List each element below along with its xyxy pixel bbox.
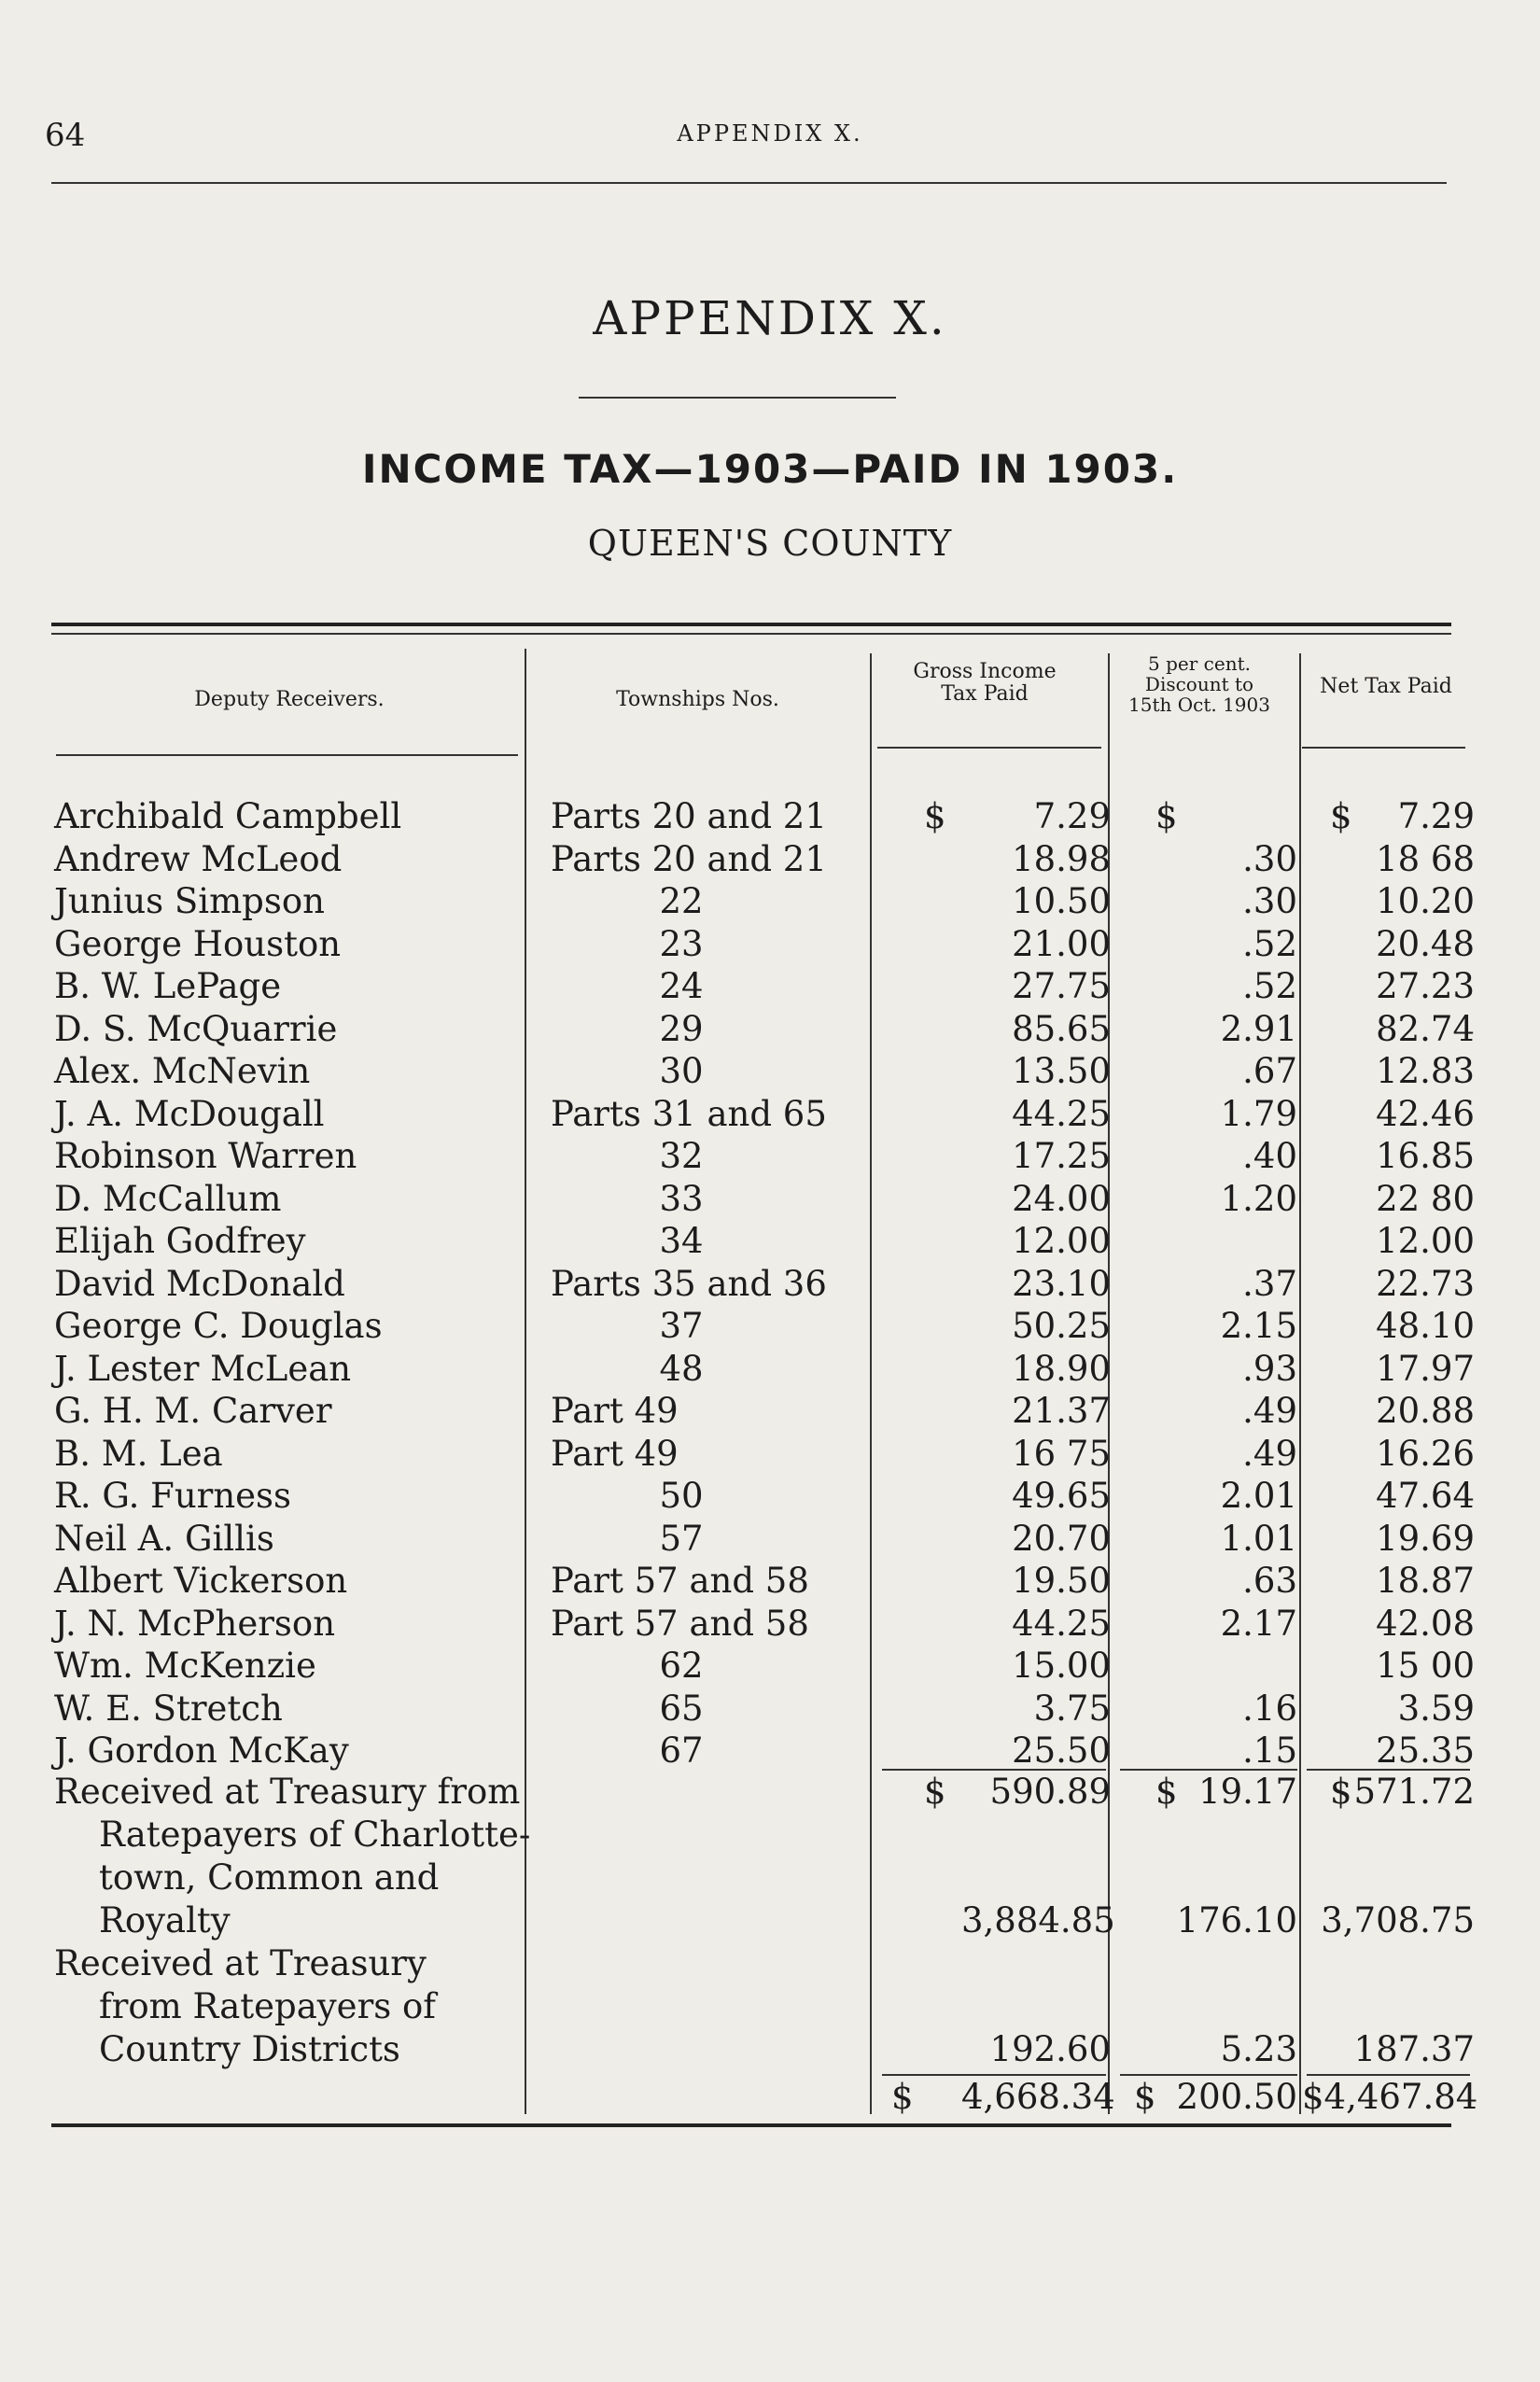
receiver-name: Albert Vickerson [54, 1561, 348, 1601]
net-tax-paid: 3.59 [1397, 1688, 1475, 1729]
gross-income-tax: 17.25 [1012, 1136, 1111, 1176]
discount-amount: .30 [1242, 838, 1297, 879]
township-numbers: 24 [659, 966, 704, 1006]
section-subtitle: INCOME TAX—1903—PAID IN 1903. [361, 446, 1179, 492]
receiver-name: D. S. McQuarrie [54, 1008, 338, 1049]
gross-income-tax: 44.25 [1012, 1093, 1111, 1134]
receiver-name: J. N. McPherson [54, 1603, 336, 1644]
column-header-gross [873, 661, 1097, 706]
gross-income-tax: 25.50 [1012, 1730, 1111, 1771]
subtotal-discount: 19.17 [1198, 1772, 1297, 1812]
discount-amount: .37 [1242, 1263, 1297, 1304]
discount-amount: 2.17 [1220, 1603, 1297, 1644]
table-row [0, 880, 1540, 922]
column-header-townships: Townships Nos. [616, 688, 779, 711]
net-tax-paid: 20.48 [1376, 923, 1475, 964]
gross-income-tax: 18.98 [1012, 838, 1111, 879]
running-head [0, 117, 1540, 154]
table-row [0, 1645, 1540, 1687]
county-heading: QUEEN'S COUNTY [587, 523, 953, 564]
net-tax-paid: 16.26 [1376, 1433, 1475, 1474]
receiver-name: Alex. McNevin [54, 1051, 311, 1091]
discount-amount: .52 [1242, 923, 1297, 964]
net-tax-paid: 12.83 [1376, 1051, 1475, 1091]
township-numbers: Parts 31 and 65 [551, 1093, 827, 1134]
subtotal-dollar-sign: $ [924, 1772, 946, 1812]
discount-amount: .15 [1242, 1730, 1297, 1771]
charlottetown-discount: 176.10 [1176, 1900, 1297, 1941]
charlottetown-line3: town, Common and [99, 1857, 440, 1898]
table-row [0, 1475, 1540, 1517]
net-tax-paid: 17.97 [1376, 1348, 1475, 1389]
net-tax-paid: 47.64 [1376, 1476, 1475, 1516]
header-underline-deputy [56, 754, 518, 756]
township-numbers: Part 57 and 58 [551, 1603, 809, 1644]
charlottetown-net: 3,708.75 [1321, 1900, 1475, 1941]
township-numbers: Parts 20 and 21 [551, 796, 827, 836]
receiver-name: George Houston [54, 923, 342, 964]
receiver-name: B. W. LePage [54, 966, 282, 1006]
receiver-name: Elijah Godfrey [54, 1221, 306, 1261]
township-numbers: 67 [659, 1730, 704, 1771]
township-numbers: 34 [659, 1221, 704, 1261]
receiver-name: George C. Douglas [54, 1306, 383, 1346]
discount-amount: .40 [1242, 1136, 1297, 1176]
country-row-2 [0, 1985, 1540, 2027]
gross-income-tax: 49.65 [1012, 1476, 1111, 1516]
receiver-name: Junius Simpson [54, 881, 325, 921]
title-rule [579, 397, 896, 399]
table-row [0, 1603, 1540, 1645]
discount-amount: .67 [1242, 1051, 1297, 1091]
net-tax-paid: 48.10 [1376, 1306, 1475, 1346]
township-numbers: 65 [659, 1688, 704, 1729]
receiver-name: J. Lester McLean [54, 1348, 352, 1389]
charlottetown-row-2 [0, 1814, 1540, 1856]
country-row-1 [0, 1942, 1540, 1984]
discount-amount: .49 [1242, 1433, 1297, 1474]
township-numbers: 29 [659, 1008, 704, 1049]
receiver-name: W. E. Stretch [54, 1688, 283, 1729]
country-row-3 [0, 2028, 1540, 2070]
total-row [0, 2076, 1540, 2118]
table-row [0, 923, 1540, 965]
township-numbers: Part 49 [551, 1433, 679, 1474]
receiver-name: Robinson Warren [54, 1136, 357, 1176]
receiver-name: J. A. McDougall [54, 1093, 325, 1134]
gross-income-tax: 24.00 [1012, 1178, 1111, 1219]
column-header-gross-line2: Tax Paid [941, 682, 1029, 706]
column-header-discount [1101, 653, 1297, 715]
table-row [0, 1093, 1540, 1135]
gross-income-tax: 50.25 [1012, 1306, 1111, 1346]
table-row [0, 965, 1540, 1007]
net-tax-paid: 22 80 [1376, 1178, 1475, 1219]
discount-amount: .52 [1242, 966, 1297, 1006]
table-row [0, 1390, 1540, 1432]
country-net: 187.37 [1353, 2029, 1475, 2069]
charlottetown-row-4 [0, 1899, 1540, 1941]
receiver-name: David McDonald [54, 1263, 345, 1304]
table-row [0, 1220, 1540, 1262]
township-numbers: Parts 20 and 21 [551, 838, 827, 879]
township-numbers: 22 [659, 881, 704, 921]
net-tax-paid: 22.73 [1376, 1263, 1475, 1304]
gross-income-tax: 21.00 [1012, 923, 1111, 964]
township-numbers: 57 [659, 1518, 704, 1559]
charlottetown-line4: Royalty [99, 1900, 231, 1941]
discount-amount: .16 [1242, 1688, 1297, 1729]
receiver-name: R. G. Furness [54, 1476, 292, 1516]
receiver-name: Archibald Campbell [54, 796, 402, 836]
table-row [0, 838, 1540, 880]
gross-income-tax: 20.70 [1012, 1518, 1111, 1559]
receiver-name: Neil A. Gillis [54, 1518, 274, 1559]
gross-income-tax: 15.00 [1012, 1646, 1111, 1686]
gross-income-tax: 13.50 [1012, 1051, 1111, 1091]
charlottetown-gross: 3,884.85 [961, 1900, 1115, 1941]
gross-income-tax: 21.37 [1012, 1391, 1111, 1431]
table-row [0, 1560, 1540, 1602]
township-numbers: 30 [659, 1051, 704, 1091]
column-header-gross-line1: Gross Income [913, 660, 1057, 683]
table-row [0, 795, 1540, 837]
table-top-rule-thin [51, 633, 1451, 635]
township-numbers: 32 [659, 1136, 704, 1176]
page-title: APPENDIX X. [593, 291, 947, 345]
net-tax-paid: 18.87 [1376, 1561, 1475, 1601]
net-tax-paid: 15 00 [1376, 1646, 1475, 1686]
table-row [0, 1050, 1540, 1092]
net-tax-paid: 18 68 [1376, 838, 1475, 879]
column-header-discount-line2: Discount to [1144, 673, 1254, 695]
page-number: 64 [45, 117, 86, 154]
township-numbers: 33 [659, 1178, 704, 1219]
table-row [0, 1135, 1540, 1177]
gross-income-tax: 18.90 [1012, 1348, 1111, 1389]
column-header-deputy: Deputy Receivers. [194, 688, 385, 711]
table-row [0, 1688, 1540, 1730]
gross-dollar-sign: $ [924, 796, 946, 836]
charlottetown-line1: Received at Treasury from [54, 1772, 521, 1812]
table-row [0, 1433, 1540, 1475]
discount-amount: 1.20 [1220, 1178, 1297, 1219]
gross-income-tax: 12.00 [1012, 1221, 1111, 1261]
net-tax-paid: 16.85 [1376, 1136, 1475, 1176]
net-tax-paid: 25.35 [1376, 1730, 1475, 1771]
country-line2: from Ratepayers of [99, 1986, 436, 2026]
header-underline-net [1302, 747, 1465, 749]
township-numbers: 48 [659, 1348, 704, 1389]
table-row [0, 1518, 1540, 1560]
net-tax-paid: 7.29 [1397, 796, 1475, 836]
column-header-discount-line3: 15th Oct. 1903 [1128, 694, 1270, 716]
gross-income-tax: 44.25 [1012, 1603, 1111, 1644]
column-header-discount-line1: 5 per cent. [1148, 652, 1251, 675]
total-dollar-sign: $ [891, 2077, 914, 2117]
gross-income-tax: 16 75 [1012, 1433, 1111, 1474]
receiver-name: Andrew McLeod [54, 838, 343, 879]
discount-amount: .63 [1242, 1561, 1297, 1601]
township-numbers: 37 [659, 1306, 704, 1346]
net-tax-paid: 42.46 [1376, 1093, 1475, 1134]
gross-income-tax: 3.75 [1033, 1688, 1111, 1729]
township-numbers: 50 [659, 1476, 704, 1516]
net-dollar-sign: $ [1330, 796, 1352, 836]
gross-income-tax: 85.65 [1012, 1008, 1111, 1049]
discount-amount: 1.01 [1220, 1518, 1297, 1559]
total-discount: 200.50 [1176, 2077, 1297, 2117]
net-tax-paid: 20.88 [1376, 1391, 1475, 1431]
gross-income-tax: 27.75 [1012, 966, 1111, 1006]
discount-dollar-sign: $ [1155, 796, 1178, 836]
total-net: $4,467.84 [1302, 2077, 1478, 2117]
township-numbers: Part 57 and 58 [551, 1561, 809, 1601]
receiver-name: B. M. Lea [54, 1433, 223, 1474]
table-row [0, 1348, 1540, 1390]
subtotal-gross: 590.89 [989, 1772, 1111, 1812]
discount-amount: .93 [1242, 1348, 1297, 1389]
receiver-name: J. Gordon McKay [54, 1730, 349, 1771]
subtotal-net: 571.72 [1353, 1772, 1475, 1812]
receiver-name: G. H. M. Carver [54, 1391, 332, 1431]
gross-income-tax: 10.50 [1012, 881, 1111, 921]
country-line1: Received at Treasury [54, 1943, 427, 1983]
table-row [0, 1305, 1540, 1347]
gross-income-tax: 23.10 [1012, 1263, 1111, 1304]
receiver-name: Wm. McKenzie [54, 1646, 316, 1686]
column-header-net: Net Tax Paid [1320, 675, 1452, 698]
header-underline-gross [877, 747, 1101, 749]
total-gross: 4,668.34 [961, 2077, 1115, 2117]
discount-amount: .30 [1242, 881, 1297, 921]
charlottetown-row-3 [0, 1857, 1540, 1899]
net-tax-paid: 82.74 [1376, 1008, 1475, 1049]
receiver-name: D. McCallum [54, 1178, 282, 1219]
township-numbers: Parts 35 and 36 [551, 1263, 827, 1304]
table-bottom-rule [51, 2123, 1451, 2127]
net-tax-paid: 10.20 [1376, 881, 1475, 921]
net-tax-paid: 12.00 [1376, 1221, 1475, 1261]
gross-income-tax: 7.29 [1033, 796, 1111, 836]
subtotal-net-dollar: $ [1330, 1772, 1352, 1812]
gross-income-tax: 19.50 [1012, 1561, 1111, 1601]
discount-amount: 2.91 [1220, 1008, 1297, 1049]
country-gross: 192.60 [989, 2029, 1111, 2069]
subtotal-row [0, 1771, 1540, 1813]
discount-amount: .49 [1242, 1391, 1297, 1431]
discount-amount: 2.01 [1220, 1476, 1297, 1516]
discount-amount: 2.15 [1220, 1306, 1297, 1346]
table-row [0, 1730, 1540, 1772]
total-discount-dollar: $ [1134, 2077, 1156, 2117]
township-numbers: 23 [659, 923, 704, 964]
table-row [0, 1008, 1540, 1050]
table-row [0, 1178, 1540, 1220]
country-discount: 5.23 [1220, 2029, 1297, 2069]
running-title: APPENDIX X. [677, 120, 863, 147]
charlottetown-line2: Ratepayers of Charlotte- [99, 1815, 531, 1855]
subtotal-discount-dollar: $ [1155, 1772, 1178, 1812]
township-numbers: 62 [659, 1646, 704, 1686]
country-line3: Country Districts [99, 2029, 400, 2069]
net-tax-paid: 42.08 [1376, 1603, 1475, 1644]
net-tax-paid: 19.69 [1376, 1518, 1475, 1559]
net-tax-paid: 27.23 [1376, 966, 1475, 1006]
table-top-rule [51, 623, 1451, 626]
header-rule [51, 182, 1447, 184]
township-numbers: Part 49 [551, 1391, 679, 1431]
discount-amount: 1.79 [1220, 1093, 1297, 1134]
table-row [0, 1263, 1540, 1305]
